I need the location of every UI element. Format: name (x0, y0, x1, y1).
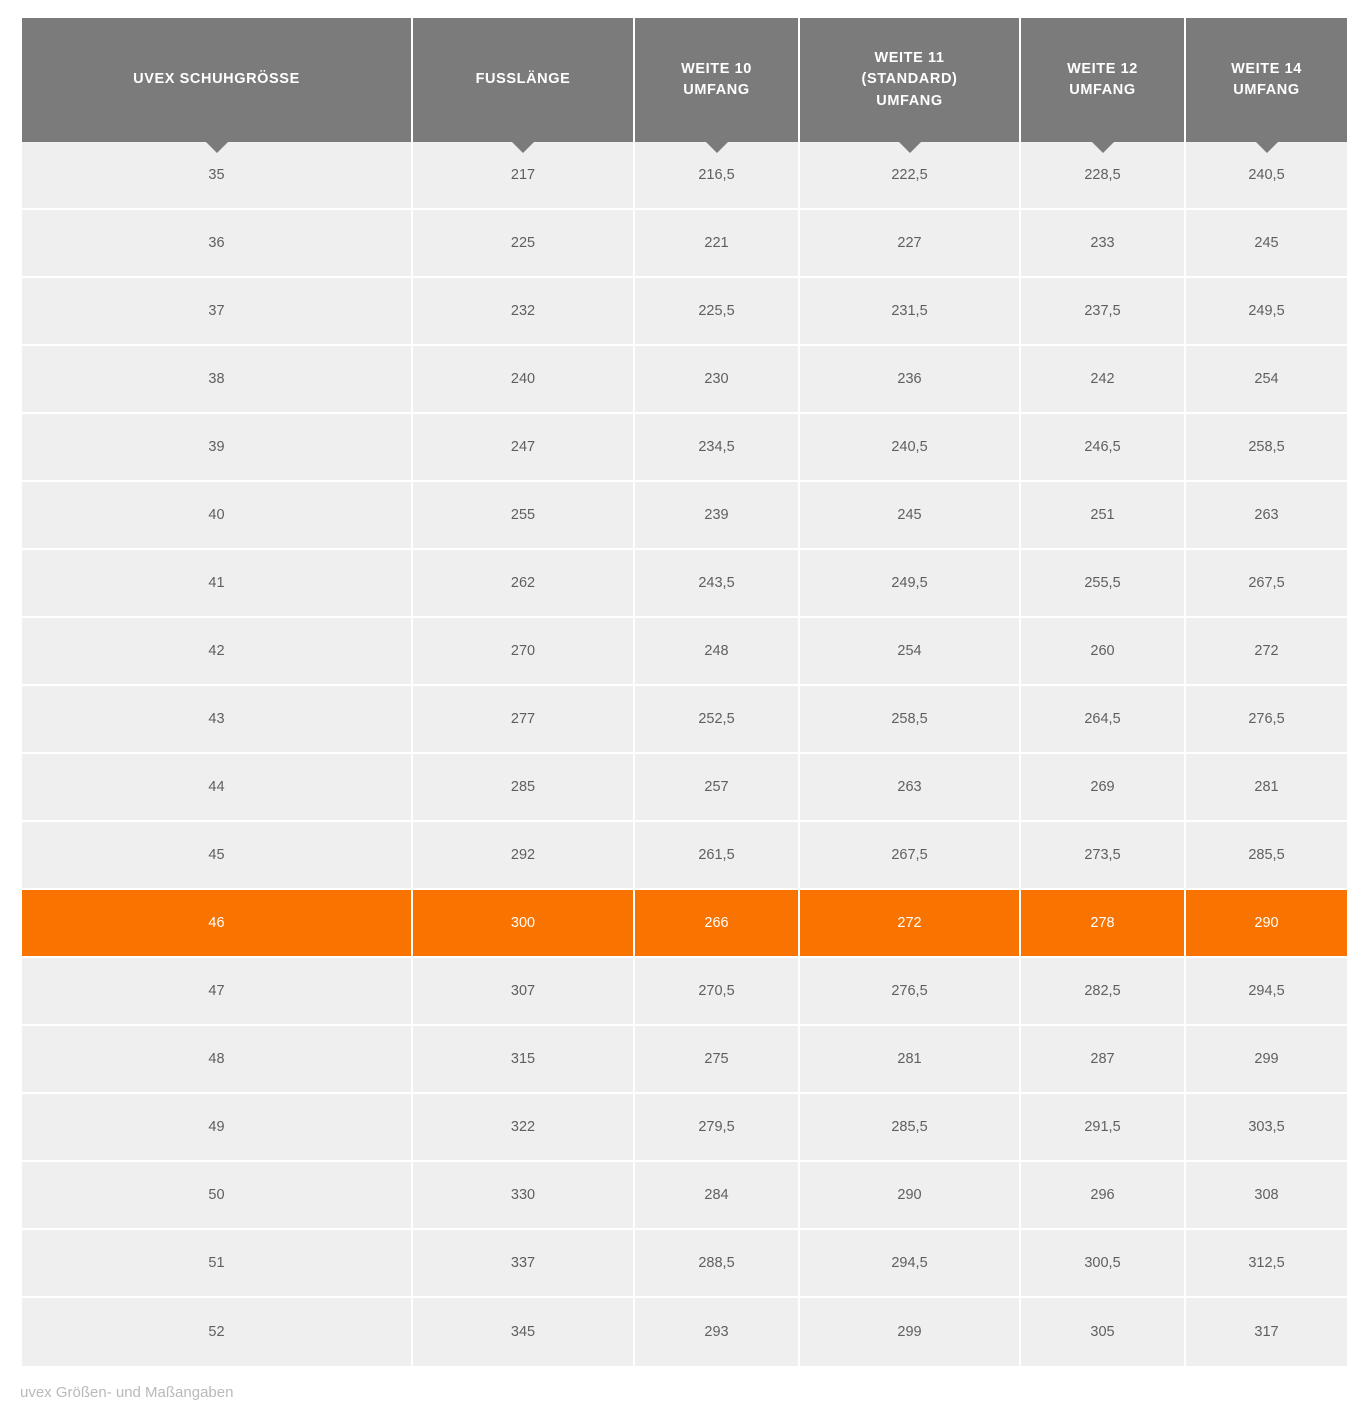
column-header-5 (1186, 18, 1347, 142)
table-cell: 242 (1021, 346, 1184, 414)
cell-shoe-size: 39 (22, 414, 411, 482)
table-row (22, 1094, 1347, 1162)
header-arrow-icon (1256, 142, 1278, 153)
table-cell: 258,5 (1186, 414, 1347, 482)
table-cell: 246,5 (1021, 414, 1184, 482)
table-header-row (22, 18, 1347, 142)
table-cell: 299 (1186, 1026, 1347, 1094)
column-header-1 (413, 18, 633, 142)
cell-shoe-size: 36 (22, 210, 411, 278)
table-cell: 290 (1186, 890, 1347, 958)
cell-shoe-size: 41 (22, 550, 411, 618)
table-cell: 260 (1021, 618, 1184, 686)
table-cell: 270,5 (635, 958, 798, 1026)
table-cell: 240,5 (1186, 142, 1347, 210)
table-cell: 269 (1021, 754, 1184, 822)
table-cell: 279,5 (635, 1094, 798, 1162)
table-row (22, 550, 1347, 618)
table-cell: 228,5 (1021, 142, 1184, 210)
table-cell: 315 (413, 1026, 633, 1094)
table-cell: 227 (800, 210, 1019, 278)
cell-shoe-size: 50 (22, 1162, 411, 1230)
table-row (22, 958, 1347, 1026)
table-cell: 222,5 (800, 142, 1019, 210)
column-header-0 (22, 18, 411, 142)
table-cell: 249,5 (1186, 278, 1347, 346)
uvex-size-table (20, 18, 1349, 1366)
column-header-line: WEITE 14 (1231, 60, 1302, 77)
table-row (22, 210, 1347, 278)
column-header-line: FUSSLÄNGE (475, 71, 571, 88)
table-cell: 221 (635, 210, 798, 278)
table-cell: 290 (800, 1162, 1019, 1230)
table-cell: 258,5 (800, 686, 1019, 754)
table-row (22, 754, 1347, 822)
column-header-line: (STANDARD) (861, 71, 958, 88)
table-cell: 261,5 (635, 822, 798, 890)
table-cell: 225,5 (635, 278, 798, 346)
column-header-line: WEITE 10 (681, 60, 752, 77)
table-cell: 300,5 (1021, 1230, 1184, 1298)
table-row (22, 346, 1347, 414)
table-cell: 270 (413, 618, 633, 686)
header-arrow-icon (899, 142, 921, 153)
table-cell: 296 (1021, 1162, 1184, 1230)
table-row (22, 1026, 1347, 1094)
table-cell: 237,5 (1021, 278, 1184, 346)
cell-shoe-size: 52 (22, 1298, 411, 1366)
column-header-line: UVEX SCHUHGRÖSSE (133, 71, 300, 88)
cell-shoe-size: 49 (22, 1094, 411, 1162)
column-header-3 (800, 18, 1019, 142)
table-cell: 263 (800, 754, 1019, 822)
table-cell: 245 (800, 482, 1019, 550)
header-arrow-icon (1092, 142, 1114, 153)
column-header-line: UMFANG (1069, 82, 1136, 98)
table-row (22, 482, 1347, 550)
table-cell: 285 (413, 754, 633, 822)
table-cell: 240 (413, 346, 633, 414)
table-cell: 248 (635, 618, 798, 686)
table-cell: 255 (413, 482, 633, 550)
table-cell: 273,5 (1021, 822, 1184, 890)
table-row (22, 1298, 1347, 1366)
cell-shoe-size: 44 (22, 754, 411, 822)
table-cell: 300 (413, 890, 633, 958)
column-header-line: WEITE 11 (874, 50, 945, 67)
table-cell: 233 (1021, 210, 1184, 278)
table-cell: 272 (800, 890, 1019, 958)
table-cell: 284 (635, 1162, 798, 1230)
cell-shoe-size: 42 (22, 618, 411, 686)
table-cell: 249,5 (800, 550, 1019, 618)
table-row (22, 822, 1347, 890)
table-cell: 245 (1186, 210, 1347, 278)
table-cell: 240,5 (800, 414, 1019, 482)
cell-shoe-size: 48 (22, 1026, 411, 1094)
table-cell: 239 (635, 482, 798, 550)
table-row (22, 1162, 1347, 1230)
table-cell: 264,5 (1021, 686, 1184, 754)
table-body (22, 142, 1347, 1366)
cell-shoe-size: 45 (22, 822, 411, 890)
table-cell: 312,5 (1186, 1230, 1347, 1298)
table-cell: 276,5 (1186, 686, 1347, 754)
table-cell: 276,5 (800, 958, 1019, 1026)
table-cell: 225 (413, 210, 633, 278)
table-cell: 254 (1186, 346, 1347, 414)
column-header-line: UMFANG (683, 82, 750, 98)
table-cell: 277 (413, 686, 633, 754)
table-cell: 287 (1021, 1026, 1184, 1094)
table-cell: 292 (413, 822, 633, 890)
table-cell: 275 (635, 1026, 798, 1094)
column-header-line: WEITE 12 (1067, 60, 1138, 77)
table-cell: 291,5 (1021, 1094, 1184, 1162)
table-row (22, 686, 1347, 754)
header-arrow-icon (706, 142, 728, 153)
table-cell: 257 (635, 754, 798, 822)
cell-shoe-size: 47 (22, 958, 411, 1026)
table-cell: 299 (800, 1298, 1019, 1366)
table-cell: 294,5 (1186, 958, 1347, 1026)
table-row (22, 890, 1347, 958)
table-cell: 243,5 (635, 550, 798, 618)
table-cell: 307 (413, 958, 633, 1026)
table-cell: 278 (1021, 890, 1184, 958)
column-header-line: UMFANG (1233, 82, 1300, 98)
header-arrow-icon (206, 142, 228, 153)
table-cell: 294,5 (800, 1230, 1019, 1298)
table-cell: 236 (800, 346, 1019, 414)
table-cell: 305 (1021, 1298, 1184, 1366)
table-cell: 288,5 (635, 1230, 798, 1298)
table-row (22, 414, 1347, 482)
table-cell: 232 (413, 278, 633, 346)
cell-shoe-size: 46 (22, 890, 411, 958)
column-header-4 (1021, 18, 1184, 142)
table-cell: 267,5 (800, 822, 1019, 890)
column-header-2 (635, 18, 798, 142)
table-row (22, 1230, 1347, 1298)
cell-shoe-size: 38 (22, 346, 411, 414)
table-cell: 267,5 (1186, 550, 1347, 618)
table-cell: 330 (413, 1162, 633, 1230)
table-cell: 262 (413, 550, 633, 618)
cell-shoe-size: 40 (22, 482, 411, 550)
header-arrow-icon (512, 142, 534, 153)
table-cell: 230 (635, 346, 798, 414)
table-cell: 252,5 (635, 686, 798, 754)
table-row (22, 278, 1347, 346)
cell-shoe-size: 43 (22, 686, 411, 754)
cell-shoe-size: 35 (22, 142, 411, 210)
table-cell: 251 (1021, 482, 1184, 550)
table-cell: 217 (413, 142, 633, 210)
table-cell: 322 (413, 1094, 633, 1162)
table-row (22, 618, 1347, 686)
table-cell: 285,5 (1186, 822, 1347, 890)
table-caption: uvex Größen- und Maßangaben (20, 1384, 234, 1401)
size-table-container (20, 18, 1337, 1366)
table-cell: 285,5 (800, 1094, 1019, 1162)
table-cell: 317 (1186, 1298, 1347, 1366)
table-cell: 281 (1186, 754, 1347, 822)
column-header-line: UMFANG (876, 92, 943, 109)
table-cell: 266 (635, 890, 798, 958)
table-cell: 293 (635, 1298, 798, 1366)
table-cell: 263 (1186, 482, 1347, 550)
table-cell: 247 (413, 414, 633, 482)
table-cell: 303,5 (1186, 1094, 1347, 1162)
cell-shoe-size: 51 (22, 1230, 411, 1298)
cell-shoe-size: 37 (22, 278, 411, 346)
table-cell: 282,5 (1021, 958, 1184, 1026)
table-header (22, 18, 1347, 142)
table-cell: 234,5 (635, 414, 798, 482)
table-cell: 281 (800, 1026, 1019, 1094)
table-cell: 272 (1186, 618, 1347, 686)
table-cell: 345 (413, 1298, 633, 1366)
table-cell: 231,5 (800, 278, 1019, 346)
table-cell: 308 (1186, 1162, 1347, 1230)
table-cell: 254 (800, 618, 1019, 686)
table-cell: 255,5 (1021, 550, 1184, 618)
table-cell: 337 (413, 1230, 633, 1298)
table-cell: 216,5 (635, 142, 798, 210)
